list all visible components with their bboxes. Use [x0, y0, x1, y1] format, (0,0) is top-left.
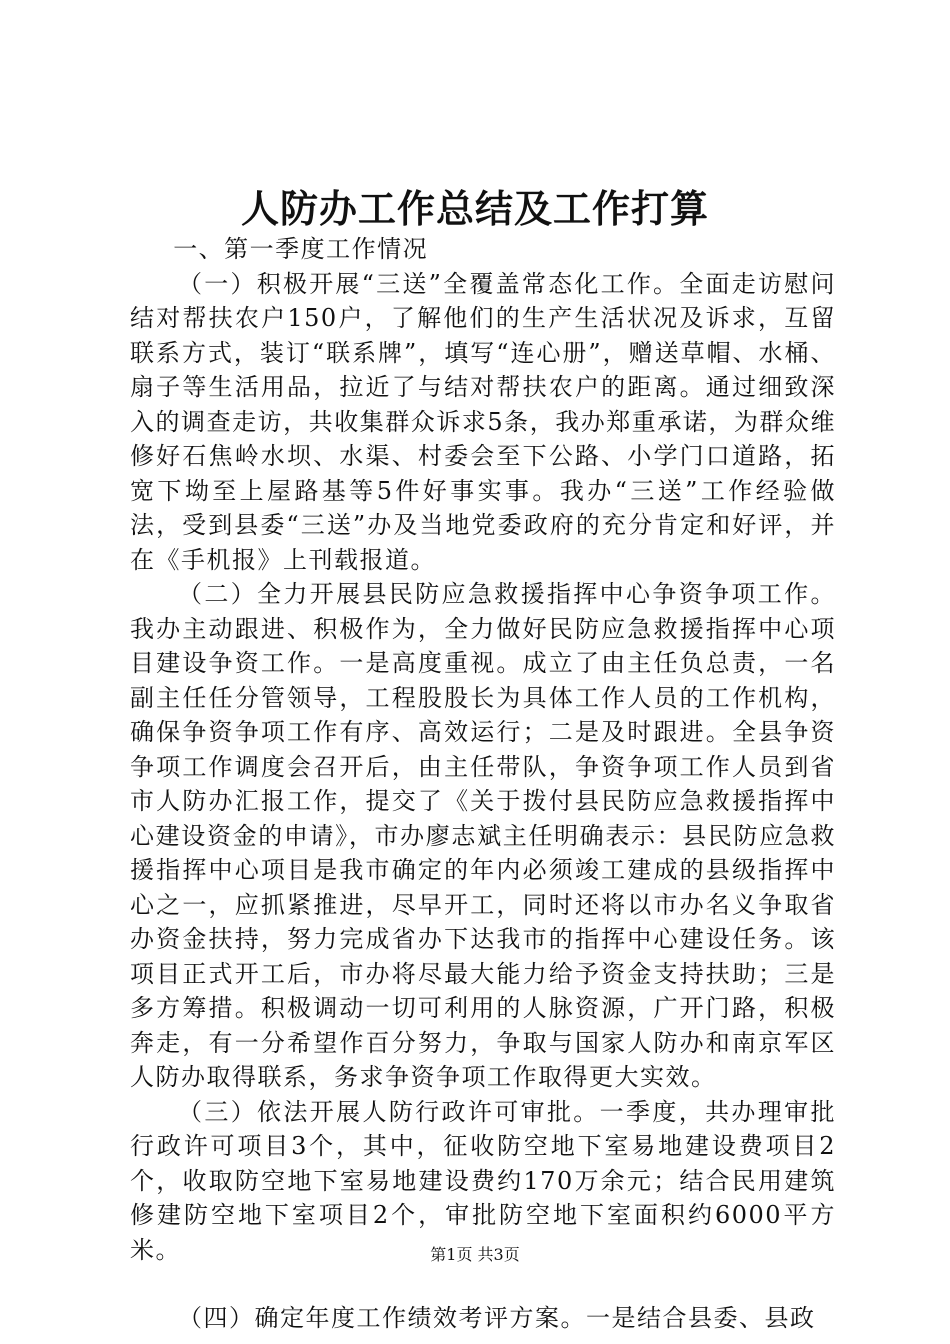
document-body [130, 232, 836, 1336]
document-title: 人防办工作总结及工作打算 [240, 186, 709, 231]
paragraph-2: （二）全力开展县民防应急救援指挥中心争资争项工作。我办主动跟进、积极作为，全力做好民防应急救援指挥中心项目建设争资工作。一是高度重视。成立了由主任负总责，一名副主任任分管领导，工程股股长为具体工作人员的工作机构，确保争资争项工作有序、高效运行；二是及时跟进。全县争资争项工作调度会召开后，由主任带队，争资争项工作人员到省市人防办汇报工作，提交了《关于拨付县民防应急救援指挥中心建设资金的申请》，市办廖志斌主任明确表示：县民防应急救援指挥中心项目是我市确定的年内必须竣工建成的县级指挥中心之一，应抓紧推进，尽早开工，同时还将以市办名义争取省办资金扶持，努力完成省办下达我市的指挥中心建设任务。该项目正式开工后，市办将尽最大能力给予资金支持扶助；三是多方筹措。积极调动一切可利用的人脉资源，广开门路，积极奔走，有一分希望作百分努力，争取与国家人防办和南京军区人防办取得联系，务求争资争项工作取得更大实效。 [130, 580, 836, 1091]
paragraph-3: （三）依法开展人防行政许可审批。一季度，共办理审批行政许可项目3个，其中，征收防空地下室易地建设费项目2个，收取防空地下室易地建设费约170万余元；结合民用建筑修建防空地下室项目2个，审批防空地下室面积约6000平方米。 [130, 1097, 836, 1264]
section-heading: 一、第一季度工作情况 [173, 235, 429, 263]
paragraph-4: （四）确定年度工作绩效考评方案。一是结合县委、县政 [178, 1304, 816, 1332]
paragraph-1: （一）积极开展“三送”全覆盖常态化工作。全面走访慰问结对帮扶农户150户，了解他们的生产生活状况及诉求，互留联系方式，装订“联系牌”，填写“连心册”，赠送草帽、水桶、扇子等生活用品，拉近了与结对帮扶农户的距离。通过细致深入的调查走访，共收集群众诉求5条，我办郑重承诺，为群众维修好石焦岭水坝、水渠、村委会至下公路、小学门口道路，拓宽下坳至上屋路基等5件好事实事。我办“三送”工作经验做法，受到县委“三送”办及当地党委政府的充分肯定和好评，并在《手机报》上刊载报道。 [130, 269, 836, 574]
page-number: 第1页 共3页 [430, 1245, 520, 1264]
